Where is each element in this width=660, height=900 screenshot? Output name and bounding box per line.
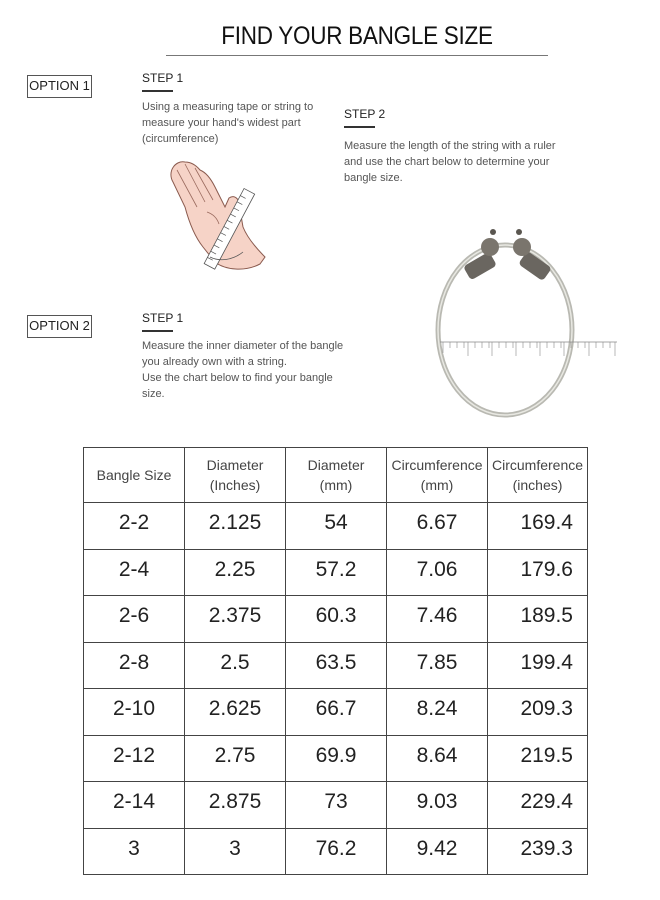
cell-size: 2-4 bbox=[84, 549, 185, 596]
header-circumference-mm: Circumference (mm) bbox=[387, 448, 488, 503]
cell-circumference-mm: 7.06 bbox=[387, 549, 488, 596]
cell-size: 2-6 bbox=[84, 596, 185, 643]
cell-circumference-inches: 199.4 bbox=[488, 642, 588, 689]
cell-circumference-inches: 179.6 bbox=[488, 549, 588, 596]
option-1-step-2-text: Measure the length of the string with a ruler and use the chart below to determine your bangle size. bbox=[344, 140, 556, 184]
cell-diameter-mm: 66.7 bbox=[286, 689, 387, 736]
page-title: FIND YOUR BANGLE SIZE bbox=[221, 22, 493, 50]
cell-size: 2-10 bbox=[84, 689, 185, 736]
cell-size: 2-2 bbox=[84, 503, 185, 550]
cell-circumference-inches: 229.4 bbox=[488, 782, 588, 829]
table-row bbox=[84, 549, 588, 596]
cell-diameter-inches: 2.5 bbox=[185, 642, 286, 689]
cell-size: 2-12 bbox=[84, 735, 185, 782]
step-underline bbox=[142, 330, 173, 332]
cell-diameter-inches: 2.625 bbox=[185, 689, 286, 736]
cell-diameter-inches: 3 bbox=[185, 828, 286, 875]
cell-circumference-inches: 239.3 bbox=[488, 828, 588, 875]
cell-diameter-mm: 63.5 bbox=[286, 642, 387, 689]
table-row bbox=[84, 642, 588, 689]
table-row bbox=[84, 735, 588, 782]
cell-circumference-mm: 7.46 bbox=[387, 596, 488, 643]
table-row bbox=[84, 596, 588, 643]
step-underline bbox=[142, 90, 173, 92]
header-bangle-size: Bangle Size bbox=[84, 448, 185, 503]
cell-circumference-mm: 9.42 bbox=[387, 828, 488, 875]
cell-circumference-mm: 6.67 bbox=[387, 503, 488, 550]
cell-size: 2-14 bbox=[84, 782, 185, 829]
cell-diameter-inches: 2.875 bbox=[185, 782, 286, 829]
cell-circumference-mm: 9.03 bbox=[387, 782, 488, 829]
cell-diameter-mm: 60.3 bbox=[286, 596, 387, 643]
cell-circumference-inches: 169.4 bbox=[488, 503, 588, 550]
option-1-step-1-text: Using a measuring tape or string to measure your hand's widest part (circumference) bbox=[142, 101, 314, 145]
cell-diameter-inches: 2.75 bbox=[185, 735, 286, 782]
cell-circumference-inches: 209.3 bbox=[488, 689, 588, 736]
cell-diameter-mm: 76.2 bbox=[286, 828, 387, 875]
option-2-label: OPTION 2 bbox=[27, 315, 92, 338]
table-row bbox=[84, 782, 588, 829]
cell-size: 2-8 bbox=[84, 642, 185, 689]
cell-size: 3 bbox=[84, 828, 185, 875]
cell-circumference-mm: 7.85 bbox=[387, 642, 488, 689]
cell-diameter-inches: 2.25 bbox=[185, 549, 286, 596]
header-diameter-inches: Diameter (Inches) bbox=[185, 448, 286, 503]
title-underline bbox=[166, 55, 548, 56]
step-underline bbox=[344, 126, 375, 128]
cell-circumference-mm: 8.64 bbox=[387, 735, 488, 782]
cell-diameter-inches: 2.125 bbox=[185, 503, 286, 550]
header-diameter-mm: Diameter (mm) bbox=[286, 448, 387, 503]
option-1-step-1-heading: STEP 1 bbox=[142, 71, 184, 85]
cell-diameter-inches: 2.375 bbox=[185, 596, 286, 643]
option-1-step-2-heading: STEP 2 bbox=[344, 107, 386, 121]
bangle-size-table bbox=[83, 447, 588, 875]
cell-diameter-mm: 73 bbox=[286, 782, 387, 829]
cell-circumference-inches: 189.5 bbox=[488, 596, 588, 643]
option-1-label: OPTION 1 bbox=[27, 75, 92, 98]
cell-circumference-inches: 219.5 bbox=[488, 735, 588, 782]
table-row bbox=[84, 503, 588, 550]
option-2-step-1-text: Measure the inner diameter of the bangle you already own with a string. Use the chart below to find your bangle size. bbox=[142, 340, 344, 400]
cell-diameter-mm: 54 bbox=[286, 503, 387, 550]
option-2-step-1-heading: STEP 1 bbox=[142, 311, 184, 325]
table-row bbox=[84, 689, 588, 736]
table-header-row bbox=[84, 448, 588, 503]
cell-circumference-mm: 8.24 bbox=[387, 689, 488, 736]
table-row bbox=[84, 828, 588, 875]
header-circumference-inches: Circumference (inches) bbox=[488, 448, 588, 503]
cell-diameter-mm: 57.2 bbox=[286, 549, 387, 596]
hand-measuring-icon bbox=[155, 152, 295, 277]
bangle-ruler-icon bbox=[425, 220, 625, 420]
cell-diameter-mm: 69.9 bbox=[286, 735, 387, 782]
